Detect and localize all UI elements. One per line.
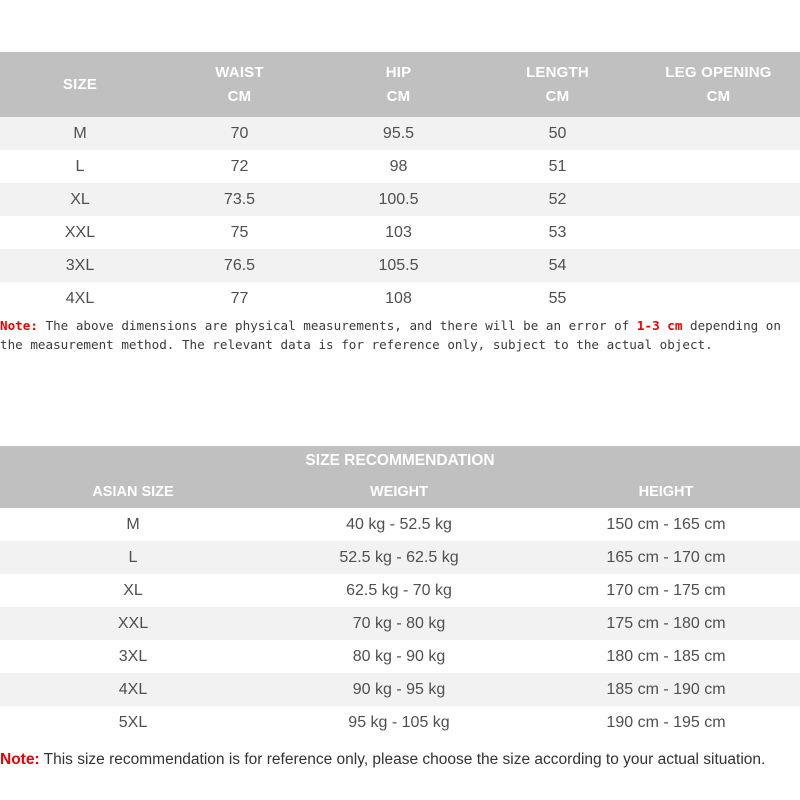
- column-header-height: HEIGHT: [532, 476, 800, 508]
- cell-hip: 105.5: [319, 249, 478, 282]
- cell-length: 51: [478, 150, 637, 183]
- recommendation-table-head: [0, 446, 800, 508]
- cell-leg-opening: [637, 282, 800, 315]
- cell-height: 170 cm - 175 cm: [532, 574, 800, 607]
- table-row: [0, 183, 800, 216]
- table-row: [0, 673, 800, 706]
- column-header-leg-opening: [637, 52, 800, 117]
- measurement-note-text-before: The above dimensions are physical measurements, and there will be an error of: [37, 318, 637, 333]
- measurements-table-body: [0, 117, 800, 315]
- cell-length: 55: [478, 282, 637, 315]
- recommendation-note: [0, 748, 796, 772]
- column-header-waist: [160, 52, 319, 117]
- cell-asian-size: 4XL: [0, 673, 266, 706]
- cell-asian-size: L: [0, 541, 266, 574]
- cell-weight: 70 kg - 80 kg: [266, 607, 532, 640]
- cell-waist: 75: [160, 216, 319, 249]
- measurements-table-head: [0, 52, 800, 117]
- cell-asian-size: XL: [0, 574, 266, 607]
- measurements-table-block: [0, 52, 800, 315]
- recommendation-table: [0, 446, 800, 739]
- column-header-size-label: SIZE: [62, 75, 98, 93]
- recommendation-table-block: [0, 446, 800, 739]
- measurement-note-label: Note:: [0, 318, 38, 333]
- cell-weight: 40 kg - 52.5 kg: [266, 508, 532, 541]
- column-header-waist-label: WAIST: [215, 64, 264, 82]
- cell-weight: 95 kg - 105 kg: [266, 706, 532, 739]
- cell-leg-opening: [637, 117, 800, 150]
- recommendation-note-text: This size recommendation is for reference only, please choose the size according to your actual situation.: [39, 751, 766, 768]
- table-row: [0, 282, 800, 315]
- cell-length: 53: [478, 216, 637, 249]
- cell-height: 190 cm - 195 cm: [532, 706, 800, 739]
- column-header-asian-size: ASIAN SIZE: [0, 476, 266, 508]
- measurement-note-highlight: 1-3 cm: [636, 318, 683, 333]
- table-row: [0, 541, 800, 574]
- cell-hip: 103: [319, 216, 478, 249]
- cell-asian-size: 3XL: [0, 640, 266, 673]
- recommendation-header-row: [0, 476, 800, 508]
- cell-size: L: [0, 150, 160, 183]
- cell-weight: 62.5 kg - 70 kg: [266, 574, 532, 607]
- cell-length: 54: [478, 249, 637, 282]
- column-header-hip: [319, 52, 478, 117]
- table-row: [0, 607, 800, 640]
- measurements-table: [0, 52, 800, 315]
- column-header-leg-opening-unit: CM: [706, 87, 731, 105]
- cell-hip: 100.5: [319, 183, 478, 216]
- recommendation-title-label: SIZE RECOMMENDATION: [305, 452, 495, 469]
- column-header-waist-unit: CM: [227, 87, 252, 105]
- table-row: [0, 508, 800, 541]
- recommendation-title-row: [0, 446, 800, 476]
- cell-size: 3XL: [0, 249, 160, 282]
- cell-height: 165 cm - 170 cm: [532, 541, 800, 574]
- cell-hip: 98: [319, 150, 478, 183]
- recommendation-title: [0, 446, 800, 476]
- column-header-size: [0, 52, 160, 117]
- cell-height: 175 cm - 180 cm: [532, 607, 800, 640]
- cell-size: XL: [0, 183, 160, 216]
- cell-weight: 52.5 kg - 62.5 kg: [266, 541, 532, 574]
- cell-hip: 108: [319, 282, 478, 315]
- table-row: [0, 706, 800, 739]
- cell-hip: 95.5: [319, 117, 478, 150]
- table-row: [0, 249, 800, 282]
- cell-height: 185 cm - 190 cm: [532, 673, 800, 706]
- table-row: [0, 574, 800, 607]
- cell-waist: 77: [160, 282, 319, 315]
- cell-waist: 70: [160, 117, 319, 150]
- cell-leg-opening: [637, 183, 800, 216]
- measurement-note-text-after: depending on the measurement method. The relevant data is for reference only, subject to the actual object.: [0, 318, 781, 353]
- cell-leg-opening: [637, 150, 800, 183]
- cell-length: 50: [478, 117, 637, 150]
- cell-size: 4XL: [0, 282, 160, 315]
- recommendation-note-label: Note:: [0, 751, 40, 768]
- cell-leg-opening: [637, 249, 800, 282]
- cell-asian-size: 5XL: [0, 706, 266, 739]
- cell-weight: 90 kg - 95 kg: [266, 673, 532, 706]
- cell-length: 52: [478, 183, 637, 216]
- column-header-length: [478, 52, 637, 117]
- table-row: [0, 117, 800, 150]
- measurement-note: [0, 316, 800, 354]
- measurements-header-row: [0, 52, 800, 117]
- cell-waist: 72: [160, 150, 319, 183]
- cell-waist: 76.5: [160, 249, 319, 282]
- table-row: [0, 640, 800, 673]
- cell-size: XXL: [0, 216, 160, 249]
- table-row: [0, 150, 800, 183]
- column-header-leg-opening-label: LEG OPENING: [665, 64, 772, 82]
- column-header-hip-label: HIP: [385, 64, 412, 82]
- recommendation-table-body: [0, 508, 800, 739]
- table-row: [0, 216, 800, 249]
- cell-asian-size: M: [0, 508, 266, 541]
- cell-size: M: [0, 117, 160, 150]
- cell-height: 180 cm - 185 cm: [532, 640, 800, 673]
- cell-height: 150 cm - 165 cm: [532, 508, 800, 541]
- cell-waist: 73.5: [160, 183, 319, 216]
- column-header-weight: WEIGHT: [266, 476, 532, 508]
- column-header-length-label: LENGTH: [526, 64, 589, 82]
- cell-asian-size: XXL: [0, 607, 266, 640]
- column-header-hip-unit: CM: [386, 87, 411, 105]
- column-header-length-unit: CM: [545, 87, 570, 105]
- cell-leg-opening: [637, 216, 800, 249]
- cell-weight: 80 kg - 90 kg: [266, 640, 532, 673]
